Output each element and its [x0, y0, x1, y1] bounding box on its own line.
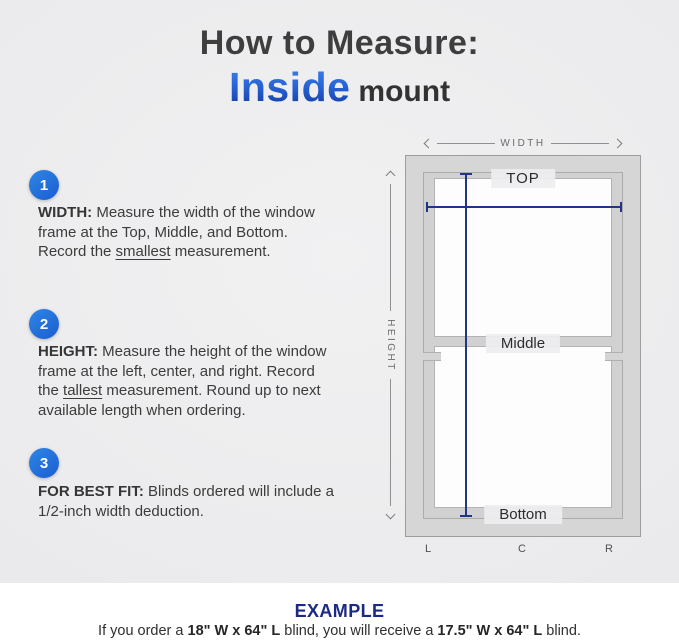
height-dimension-label: HEIGHT — [384, 318, 396, 372]
step-3-label: FOR BEST FIT: — [38, 483, 144, 500]
window-label-bottom: Bottom — [484, 505, 562, 524]
meeting-rail-stub-left — [423, 352, 441, 361]
step-1-underlined-word: smallest — [115, 243, 171, 260]
step-2-number-badge — [29, 309, 59, 339]
title-highlight-inside: Inside — [228, 64, 351, 111]
example-part3: blind. — [542, 623, 581, 639]
step-2-text — [38, 342, 334, 420]
window-upper-sash-pane — [434, 178, 612, 337]
height-dimension-arrow — [382, 172, 398, 518]
step-1-label: WIDTH: — [38, 204, 93, 221]
arrow-up-icon — [385, 171, 395, 181]
step-1-text — [38, 203, 330, 262]
height-measure-line — [465, 173, 467, 517]
example-sentence — [0, 623, 679, 639]
example-received-size: 17.5" W x 64" L — [437, 623, 543, 639]
title-line1: How to Measure: — [199, 24, 480, 62]
height-arrow-line-bottom — [390, 379, 391, 506]
axis-label-right: R — [605, 543, 614, 555]
example-ordered-size: 18" W x 64" L — [187, 623, 281, 639]
step-3-text — [38, 482, 363, 521]
step-3-number-badge — [29, 448, 59, 478]
step-3-number: 3 — [39, 454, 49, 472]
width-dimension-arrow — [425, 136, 621, 150]
step-1-body1: Measure the width of the window frame at the Top, Middle, and Bottom. Record the — [38, 204, 315, 260]
window-label-top: TOP — [491, 169, 555, 188]
arrow-left-icon — [424, 138, 434, 148]
step-2-label: HEIGHT: — [38, 343, 98, 360]
example-part2: blind, you will receive a — [280, 623, 438, 639]
step-2-number: 2 — [39, 315, 49, 333]
title-line2 — [0, 65, 679, 110]
arrow-right-icon — [613, 138, 623, 148]
height-arrow-line-top — [390, 184, 391, 311]
step-1-number: 1 — [39, 176, 49, 194]
arrow-down-icon — [385, 510, 395, 520]
step-1-number-badge — [29, 170, 59, 200]
step-3-body1: Blinds ordered will include a 1/2-inch width deduction. — [38, 483, 334, 520]
width-arrow-line-left — [437, 143, 495, 144]
width-arrow-line-right — [551, 143, 609, 144]
page-title — [0, 24, 679, 110]
step-2-underlined-word: tallest — [63, 382, 103, 399]
example-part1: If you order a — [98, 623, 188, 639]
width-measure-line — [426, 206, 622, 208]
meeting-rail-stub-right — [605, 352, 623, 361]
width-dimension-label: WIDTH — [500, 137, 546, 149]
example-heading: EXAMPLE — [294, 601, 385, 621]
example-section — [0, 583, 679, 642]
step-2-body2: measurement. Round up to next available length when ordering. — [38, 382, 321, 419]
window-label-middle: Middle — [486, 334, 560, 353]
step-1-body2: measurement. — [170, 243, 271, 260]
title-suffix-mount: mount — [358, 75, 451, 109]
axis-label-center: C — [518, 543, 527, 555]
step-2-body1: Measure the height of the window frame at the left, center, and right. Record the — [38, 343, 327, 399]
window-lower-sash-pane — [434, 346, 612, 508]
axis-label-left: L — [425, 543, 432, 555]
